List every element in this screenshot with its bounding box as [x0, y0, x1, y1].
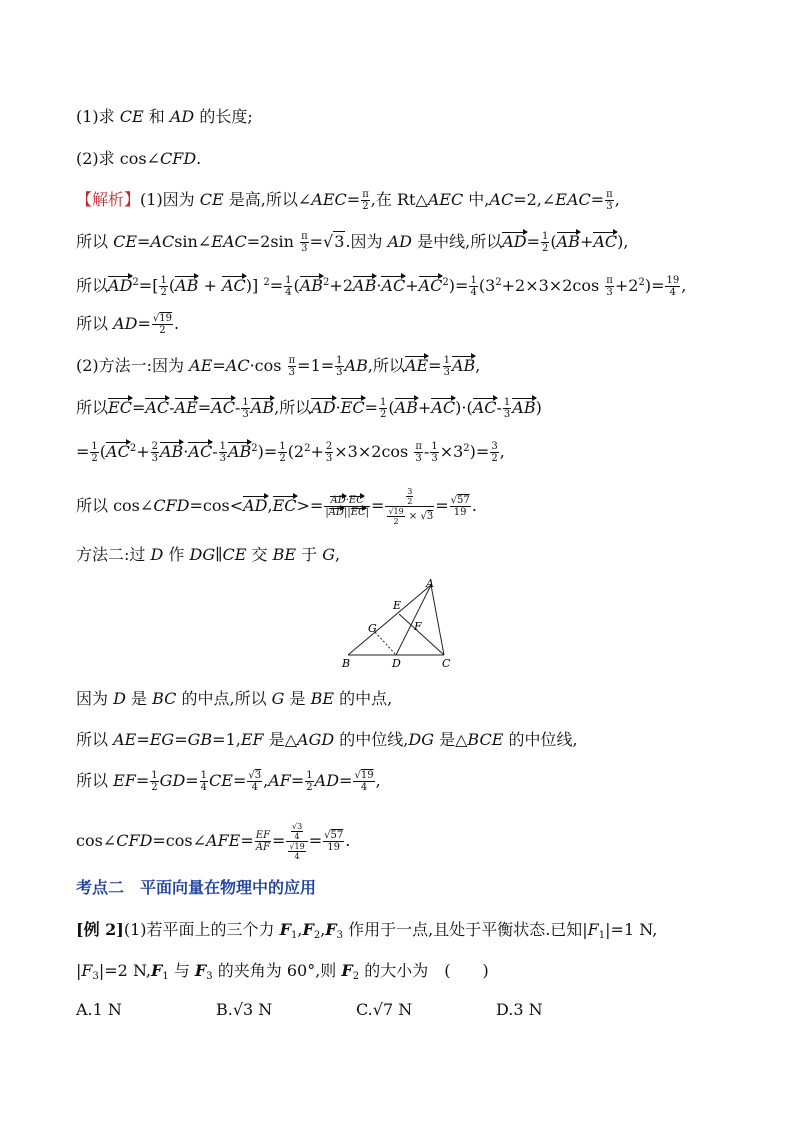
example-tag: [例 2]: [76, 920, 124, 939]
label-G: G: [368, 622, 377, 635]
triangle-figure: [335, 575, 470, 670]
section-heading: 考点二 平面向量在物理中的应用: [76, 878, 317, 897]
solution-line-5: (2)方法一:因为 AE=AC·cos $\frac{\pi}{3}$ =1= $\frac{1}{3}$ AB,所以AE= $\frac{1}{3}$ AB,: [76, 355, 481, 378]
solution-line-6: 所以EC=AC-AE=AC- $\frac{1}{3}$ AB,所以AD·EC= $\frac{1}{2}$ (AB+AC)·(AC- $\frac{1}{3}$ AB): [76, 397, 542, 420]
label-B: B: [342, 657, 351, 670]
solution-line-4: 所以 AD= $\frac{√19}{2}$ .: [76, 313, 180, 336]
solution-line-7: = $\frac{1}{2}$ ($AC^2+$ $\frac{2}{3}$ AB·AC- $\frac{1}{3}$ $AB^2)=$ $\frac{1}{2}$ ($2^2+$ $\frac{2}{3}$ ×3×2cos $\frac{\pi}{3}$ - $\frac{1}{3}$ $\times 3^2)=$ $\frac{3}{2}$ ,: [76, 441, 505, 464]
analysis-tag: 【解析】: [76, 190, 141, 209]
solution-line-2: 所以 CE=ACsin∠EAC=2sin $\frac{\pi}{3}$ =√3.因为 AD 是中线,所以AD= $\frac{1}{2}$ (AB+AC),: [76, 231, 629, 254]
option-d[interactable]: D.3 N: [496, 1000, 543, 1019]
label-A: A: [426, 577, 434, 590]
option-c[interactable]: C.√7 N: [356, 1000, 413, 1019]
label-D: D: [392, 657, 401, 670]
solution-line-8: 所以 cos∠CFD=cos<AD,EC>= $\frac{AD\cdot EC}{|AD||EC|}$ = $\frac{3}{2}$ $\frac{√19}{2}$ × √3 = $\frac{√57}{19}$ .: [76, 487, 477, 526]
solution-line-11: 所以 AE=EG=GB=1,EF 是△AGD 的中位线,DG 是△BCE 的中位线,: [76, 730, 578, 749]
label-E: E: [393, 599, 402, 612]
solution-line-3: 所以$AD^2=$[ $\frac{1}{2}$ (AB + AC)] $^2$= $\frac{1}{4}$ $(AB^2+2AB\cdot AC+AC^2)=$ $\frac{1}{4}$ ($3^2+2\times 3\times 2\cos$ $\frac{\pi}{3}$ $+2^2)=$ $\frac{19}{4}$ ,: [76, 275, 687, 298]
question-part-2: (2)求 cos∠CFD.: [76, 149, 202, 168]
option-b[interactable]: B.√3 N: [216, 1000, 273, 1019]
example-line-2: $|F_3|=2$ $N,F_1$ 与 $F_3$ 的夹角为 60°,则 $F_2$ 的大小为 ( ): [76, 961, 489, 982]
solution-line-9: 方法二:过 D 作 DG∥CE 交 BE 于 G,: [76, 545, 341, 564]
solution-line-13: cos∠CFD=cos∠AFE= $\frac{EF}{AF}$ = $\frac{\frac{√3}{4}}{\frac{√19}{4}}$ = $\frac{√57}{19}$ .: [76, 822, 351, 861]
example-line-1: [例 2](1)若平面上的三个力 $F_1,F_2,F_3$ 作用于一点,且处于平衡状态.已知$|F_1|=1$ N,: [76, 920, 658, 941]
solution-line-12: 所以 EF= $\frac{1}{2}$ GD= $\frac{1}{4}$ CE= $\frac{√3}{4}$ ,AF= $\frac{1}{2}$ AD= $\frac{√19}{4}$ ,: [76, 770, 381, 793]
label-F: F: [414, 620, 422, 633]
solution-line-10: 因为 D 是 BC 的中点,所以 G 是 BE 的中点,: [76, 689, 393, 708]
question-part-1: (1)求 CE 和 AD 的长度;: [76, 107, 253, 126]
solution-line-1: 【解析】(1)因为 CE 是高,所以∠AEC= $\frac{\pi}{2}$ ,在 Rt△AEC 中,AC=2,∠EAC= $\frac{\pi}{3}$ ,: [76, 189, 620, 212]
option-a[interactable]: A.1 N: [76, 1000, 122, 1019]
label-C: C: [442, 657, 451, 670]
